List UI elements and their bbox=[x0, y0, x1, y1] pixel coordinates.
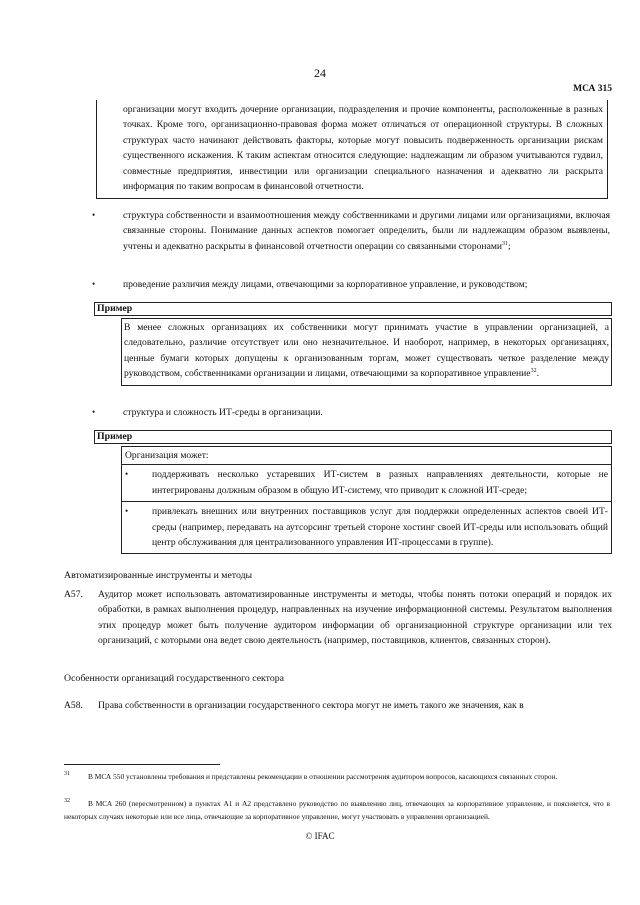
section-heading-automated-tools: Автоматизированные инструменты и методы bbox=[64, 570, 253, 581]
page-number: 24 bbox=[314, 66, 326, 80]
bullet-dot: • bbox=[92, 210, 96, 220]
bullet-governance-text: проведение различия между лицами, отвечающими за корпоративное управление, и руководством; bbox=[123, 279, 528, 290]
bullet-ownership-text: структура собственности и взаимоотношения между собственниками и другими лицами или организациями, включая связанные стороны. Понимание данных аспектов помогает определить, были ли надлежащим образом выявлены, учтены и адекватно раскрыты в финансовой отчетности операции со связанными сторонами$^{31}$; bbox=[123, 210, 610, 252]
example-box: В менее сложных организациях их собственники могут принимать участие в управлении организацией, а следовательно, различие отсутствует или оно незначительное. И наоборот, например, в некоторых организациях, ценные бумаги которых допущены к организованным торгам, может существовать четкое разделение между руководством, собственниками организации и лицами, отвечающими за корпоративное управление$^{32}$. bbox=[121, 318, 612, 386]
footnote-ref-31: 31 bbox=[502, 240, 509, 247]
example-box-it bbox=[121, 446, 612, 554]
paragraph-number: A58. bbox=[64, 700, 83, 711]
bullet-it-environment-text: структура и сложность ИТ-среды в организации. bbox=[123, 407, 323, 418]
paragraph-a57-text: Аудитор может использовать автоматизированные инструменты и методы, чтобы понять потоки операций и порядок их обработки, в рамках выполнения процедур, направленных на изучение информационной системы. Результатом выполнения этих процедур может быть получение аудитором информации об организационной структуре организации или тех организаций, с которыми она ведет свою деятельность (например, поставщиков, клиентов, связанных сторон). bbox=[98, 589, 612, 647]
bullet-it-environment bbox=[92, 405, 610, 420]
example-list-item bbox=[122, 502, 611, 553]
paragraph-a58 bbox=[64, 698, 612, 713]
example-list-item-text: поддерживать несколько устаревших ИТ-систем в разных направлениях деятельности, которые не интегрированы должным образом в общую ИТ-систему, что приводит к сложной ИТ-среде; bbox=[152, 469, 608, 496]
example-list-item-text: привлекать внешних или внутренних поставщиков услуг для поддержки определенных аспектов своей ИТ-среды (например, передавать на аутсорсинг третьей стороне хостинг своей ИТ-среды или использовать общий центр обслуживания для централизованного управления ИТ-процессами в группе). bbox=[152, 506, 608, 549]
continued-box-text: организации могут входить дочерние организации, подразделения и прочие компоненты, расположенные в разных точках. Кроме того, организационно-правовая форма может отличаться от операционной структуры. В сложных структурах часто начинают действовать факторы, которые могут повысить подверженность организации рискам существенного искажения. К таким аспектам относится следующие: надлежащим ли образом учитываются гудвил, совместные предприятия, инвестиции или организации специального назначения и адекватно ли раскрыта информация по таким вопросам в финансовой отчетности. bbox=[123, 104, 603, 193]
copyright: © IFAC bbox=[305, 831, 335, 841]
example-label: Пример bbox=[94, 430, 612, 444]
bullet-ownership bbox=[92, 208, 610, 254]
footnote-number: 31 bbox=[64, 771, 70, 777]
footnote-number: 32 bbox=[64, 798, 70, 804]
document-code: МСА 315 bbox=[573, 84, 612, 94]
bullet-governance bbox=[92, 277, 610, 292]
footnote-ref-32: 32 bbox=[530, 368, 537, 375]
footnote-text: В МСА 260 (пересмотренном) в пунктах А1 и А2 представлено руководство по выявлению лиц, отвечающих за корпоративное управление, и поясняется, что в некоторых случаях некоторые или все лица, отвечающие за корпоративное управление, могут участвовать в управлении организацией. bbox=[64, 799, 610, 821]
bullet-dot: • bbox=[92, 407, 96, 417]
footnote-32 bbox=[64, 797, 610, 823]
bullet-dot: • bbox=[125, 469, 129, 480]
bullet-dot: • bbox=[125, 506, 129, 517]
paragraph-a57 bbox=[64, 587, 612, 649]
paragraph-number: A57. bbox=[64, 589, 83, 600]
continued-box bbox=[96, 100, 608, 199]
paragraph-a58-text: Права собственности в организации государственного сектора могут не иметь такого же значения, как в bbox=[98, 700, 524, 711]
footnote-separator bbox=[64, 764, 220, 765]
footnote-31 bbox=[64, 770, 610, 783]
bullet-dot: • bbox=[92, 279, 96, 289]
example-label: Пример bbox=[94, 302, 612, 316]
section-heading-public-sector: Особенности организаций государственного сектора bbox=[64, 673, 284, 684]
example-intro: Организация может: bbox=[122, 447, 611, 465]
footnote-text: В МСА 550 установлены требования и представлены рекомендации в отношении рассмотрения аудитором вопросов, касающихся связанных сторон. bbox=[88, 772, 558, 781]
example-list-item bbox=[122, 465, 611, 502]
